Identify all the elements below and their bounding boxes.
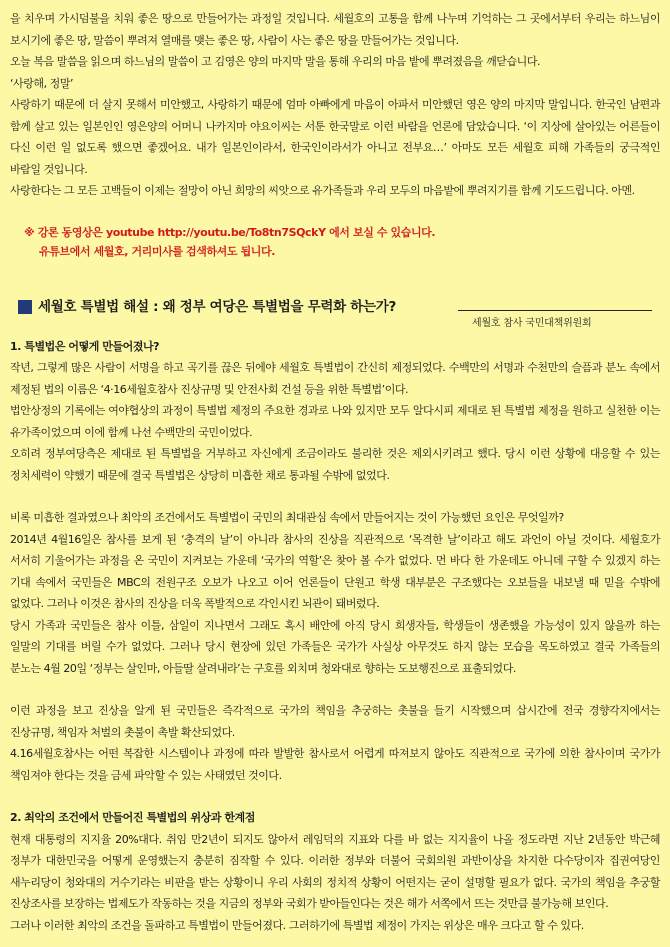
video-notice-line: 유튜브에서 세월호, 거리미사를 검색하셔도 됩니다. xyxy=(39,244,276,258)
spacer xyxy=(10,261,660,282)
spacer xyxy=(10,679,660,700)
body-paragraph: 사랑하기 때문에 더 살지 못해서 미안했고, 사랑하기 때문에 엄마 아빠에게 마음이 아파서 미안했던 영은 양의 마지막 말입니다. 한국인 남편과 함께 살고 있는 일본인인 영은양의 어머니 나카지마 야요이씨는 서툰 한국말로 이런 바람을 언론에 담았습니다. ‘이 지상에 살아있는 어른들이 다신 이런 일 없도록 했으면 좋겠어요. 내가 일본인이라서, 한국인이라서가 아니고 전부요…’ 아마도 모든 세월호 피해 가족들의 궁극적인 바람일 것입니다. xyxy=(10,98,660,176)
section-title: 2. 최악의 조건에서 만들어진 특별법의 위상과 한계점 xyxy=(10,811,255,824)
body-paragraph: 4.16세월호참사는 어떤 복잡한 시스템이나 과정에 따라 발발한 참사로서 어렵게 따져보지 않아도 직관적으로 국가에 의한 참사이며 국가가 책임져야 한다는 것을 금세 파악할 수 있는 사태였던 것이다. xyxy=(10,747,660,782)
body-paragraph: 비록 미흡한 결과였으나 최악의 조건에서도 특별법이 국민의 최대관심 속에서 만들어지는 것이 가능했던 요인은 무엇일까? xyxy=(10,511,564,524)
body-paragraph: 을 치우며 가시덤불을 치워 좋은 땅으로 만들어가는 과정일 것입니다. 세월호의 고통을 함께 나누며 기억하는 그 곳에서부터 우리는 하느님이 보시기에 좋은 땅, 말씀이 뿌려져 열매를 맺는 좋은 땅, 사람이 사는 좋은 땅을 만들어가는 것입니다. xyxy=(10,12,660,47)
sermon-ending xyxy=(10,8,660,202)
body-paragraph: 2014년 4월16일은 참사를 보게 된 ‘충격의 날’이 아니라 참사의 진상을 직관적으로 ‘목격한 날’이라고 해도 과언이 아닐 것이다. 세월호가 서서히 기울어가는 과정을 온 국민이 지켜보는 가운데 ‘국가의 역할’은 찾아 볼 수가 없었다. 먼 바다 한 가운데도 아니데 구할 수 있겠지 하는 기대 속에서 국민들은 MBC의 전원구조 오보가 나오고 이어 언론들이 단원고 학생 대부분은 구조했다는 오보들을 내보낼 때 믿을 수밖에 없었다. 그러나 이것은 참사의 진상을 더욱 폭발적으로 각인시킨 뇌관이 돼버렸다. xyxy=(10,532,660,610)
heading-divider xyxy=(458,310,652,311)
body-paragraph: 당시 가족과 국민들은 참사 이틀, 삼일이 지나면서 그래도 혹시 배안에 아직 당시 희생자들, 학생들이 생존했을 가능성이 있지 않을까 하는 일말의 기대를 버릴 수가 없었다. 그러나 당시 현장에 있던 가족들은 국가가 사실상 아무것도 하지 않는 모습을 목도하였고 결국 가족들의 분노는 4월 20일 ‘정부는 살인마, 아들딸 살려내라’는 구호를 외치며 청와대로 향하는 도보행진으로 표출되었다. xyxy=(10,618,660,675)
heading-square-icon xyxy=(18,300,32,314)
body-paragraph: 사랑한다는 그 모든 고백들이 이제는 절망이 아닌 희망의 씨앗으로 유가족들과 우리 모두의 마음밭에 뿌려지기를 함께 기도드립니다. 아멘. xyxy=(10,184,635,197)
article-header xyxy=(10,288,660,329)
body-paragraph: 오늘 복음 말씀을 읽으며 하느님의 말씀이 고 김영은 양의 마지막 말을 통해 우리의 마음 밭에 뿌려졌음을 깨닫습니다. xyxy=(10,55,541,68)
video-notice xyxy=(24,223,660,261)
body-paragraph: 작년, 그렇게 많은 사람이 서명을 하고 곡기를 끊은 뒤에야 세월호 특별법이 간신히 제정되었다. 수백만의 서명과 수천만의 슬픔과 분노 속에서 제정된 법의 이름은 ‘4·16세월호참사 진상규명 및 안전사회 건설 등을 위한 특별법’이다. xyxy=(10,361,660,396)
article-organization: 세월호 참사 국민대책위원회 xyxy=(472,317,592,329)
section-title: 1. 특별법은 어떻게 만들어졌나? xyxy=(10,339,160,353)
spacer xyxy=(10,786,660,807)
video-notice-line: ※ 강론 동영상은 youtube http://youtu.be/To8tn7SQckY 에서 보실 수 있습니다. xyxy=(24,225,436,239)
spacer xyxy=(10,202,660,223)
body-paragraph: 현재 대통령의 지지율 20%대다. 취임 만2년이 되지도 않아서 레임덕의 지표와 다를 바 없는 지지율이 나올 정도라면 지난 2년동안 박근혜 정부가 대한민국을 어떻게 운영했는지 충분히 짐작할 수 있다. 이러한 정부와 더불어 국회의원 과반이상을 차지한 다수당이자 집권여당인 새누리당이 청와대의 거수기라는 비판을 받는 상황이니 우리 사회의 정치적 상황이 어떤지는 굳이 설명할 필요가 없다. 국가의 책임을 추궁할 진상조사를 보장하는 법제도가 작동하는 것을 지금의 정부와 국회가 받아들인다는 것은 해가 서쪽에서 뜨는 것만큼 불가능해 보인다. xyxy=(10,832,660,910)
body-paragraph: ‘사랑해, 정말’ xyxy=(10,76,74,90)
body-paragraph: 오히려 정부여당측은 제대로 된 특별법을 거부하고 자신에게 조금이라도 불리한 것은 제외시키려고 했다. 당시 이런 상황에 대응할 수 있는 정치세력이 약했기 때문에 결국 특별법은 상당히 미흡한 채로 통과될 수밖에 없었다. xyxy=(10,447,660,482)
body-paragraph: 법안상정의 기록에는 여야협상의 과정이 특별법 제정의 주요한 경과로 나와 있지만 모두 알다시피 제대로 된 특별법 제정을 원하고 실천한 이는 유가족이었으며 이에 함께 나선 수백만의 국민이었다. xyxy=(10,404,660,439)
section-1 xyxy=(10,336,660,787)
article-title: 세월호 특별법 해설 : 왜 정부 여당은 특별법을 무력화 하는가? xyxy=(38,298,397,315)
spacer xyxy=(10,486,660,507)
body-paragraph: 이런 과정을 보고 진상을 알게 된 국민들은 즉각적으로 국가의 책임을 추궁하는 촛불을 들기 시작했으며 삽시간에 전국 경향각지에서는 진상규명, 책임자 처벌의 촛불이 촉발 확산되었다. xyxy=(10,704,660,739)
body-paragraph: 그러나 이러한 최악의 조건을 돌파하고 특별법이 만들어졌다. 그러하기에 특별법 제정이 가지는 위상은 매우 크다고 할 수 있다. xyxy=(10,918,584,932)
section-2 xyxy=(10,807,660,936)
